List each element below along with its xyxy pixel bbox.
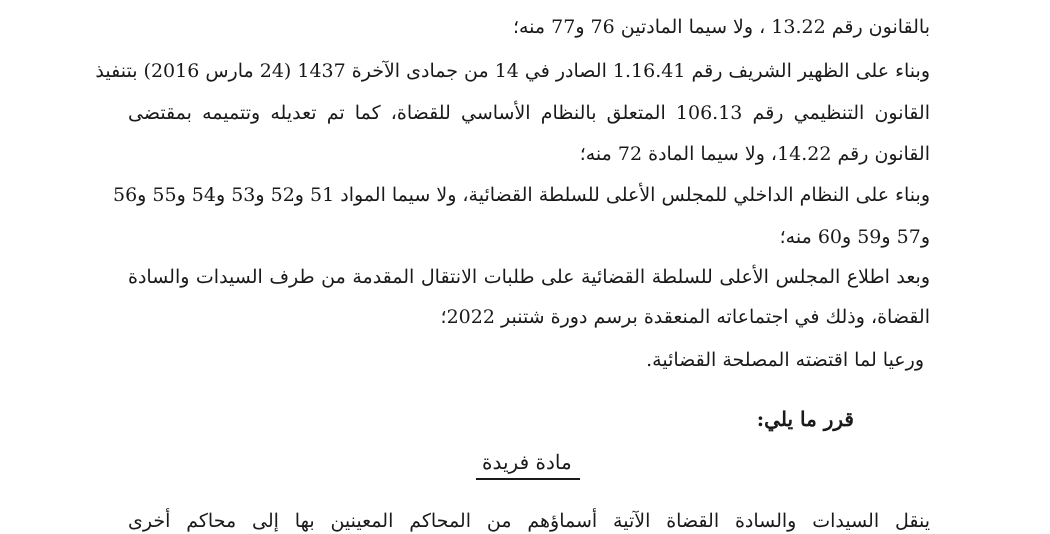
paragraph-line: ورعيا لما اقتضته المصلحة القضائية. [646,349,924,371]
paragraph-line: القانون التنظيمي رقم 106.13 المتعلق بالنظام الأساسي للقضاة، كما تم تعديله وتتميمه بمقتضى [128,102,930,124]
paragraph-line: بالقانون رقم 13.22 ، ولا سيما المادتين 76 و77 منه؛ [512,16,930,38]
article-title-underline [476,478,580,480]
paragraph-line: وبعد اطلاع المجلس الأعلى للسلطة القضائية على طلبات الانتقال المقدمة من طرف السيدات والسادة [128,266,930,288]
paragraph-line: القضاة، وذلك في اجتماعاته المنعقدة برسم دورة شتنبر 2022؛ [440,306,930,328]
paragraph-line: وبناء على النظام الداخلي للمجلس الأعلى للسلطة القضائية، ولا سيما المواد 51 و52 و53 و54 و55 و56 [112,184,930,206]
article-title: مادة فريدة [482,450,572,474]
article-text-line: ينقل السيدات والسادة القضاة الآتية أسماؤهم من المحاكم المعينين بها إلى محاكم أخرى [128,510,930,532]
decision-heading: قرر ما يلي: [756,407,854,431]
paragraph-line: و57 و59 و60 منه؛ [779,226,930,248]
paragraph-line: القانون رقم 14.22، ولا سيما المادة 72 منه؛ [579,143,930,165]
paragraph-line: وبناء على الظهير الشريف رقم 1.16.41 الصادر في 14 من جمادى الآخرة 1437 (24 مارس 2016) بتنفيذ [95,60,930,82]
